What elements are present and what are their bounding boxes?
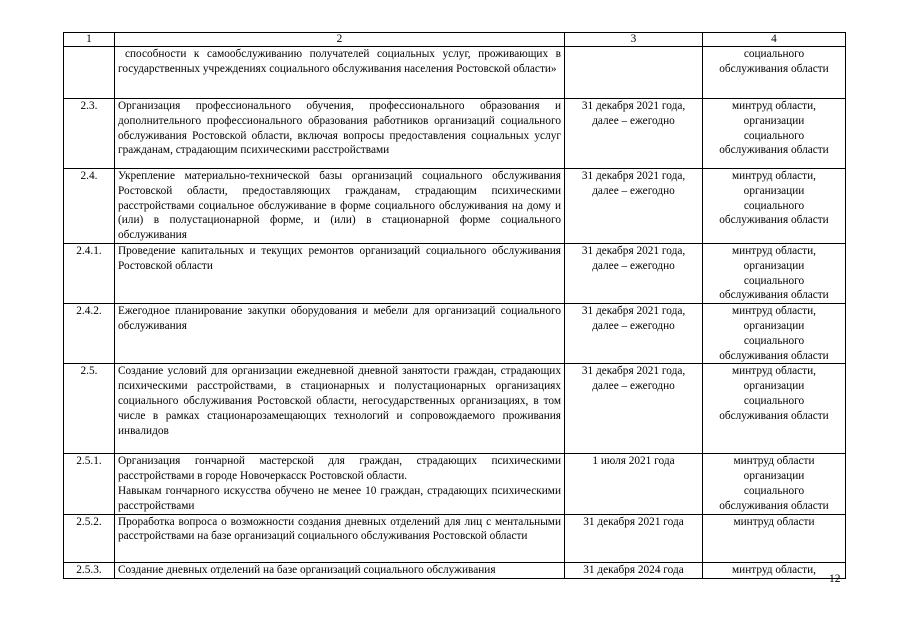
responsible-line: минтруд области, bbox=[732, 305, 816, 318]
deadline-line: далее – ежегодно bbox=[592, 259, 675, 272]
table-body bbox=[64, 47, 846, 579]
responsible-line: организации bbox=[743, 470, 805, 483]
row-number bbox=[64, 47, 115, 99]
deadline-line: далее – ежегодно bbox=[592, 184, 675, 197]
row-description bbox=[115, 454, 565, 514]
row-deadline bbox=[565, 243, 703, 303]
responsible-line: минтруд области, bbox=[732, 170, 816, 182]
deadline-line: 31 декабря 2021 года, bbox=[581, 305, 686, 318]
deadline-line: 31 декабря 2024 года bbox=[583, 563, 684, 576]
responsible-line: минтруд области, bbox=[732, 100, 816, 112]
row-responsible bbox=[703, 243, 846, 303]
deadline-line: 31 декабря 2021 года, bbox=[581, 170, 686, 182]
row-number: 2.5.1. bbox=[64, 454, 115, 514]
row-description bbox=[115, 47, 565, 99]
deadline-line: 31 декабря 2021 года, bbox=[581, 100, 686, 112]
responsible-line: организации bbox=[743, 380, 805, 393]
responsible-line: обслуживания области bbox=[719, 62, 829, 75]
row-responsible bbox=[703, 364, 846, 454]
row-number: 2.5.2. bbox=[64, 514, 115, 562]
responsible-line: минтруд области, bbox=[732, 563, 816, 576]
responsible-line: организации bbox=[743, 259, 805, 272]
deadline-line: 31 декабря 2021 года bbox=[583, 515, 684, 528]
responsible-line: социального bbox=[743, 484, 805, 497]
row-deadline bbox=[565, 169, 703, 244]
responsible-line: минтруд области bbox=[733, 455, 815, 468]
description-paragraph: Проработка вопроса о возможности создания дневных отделений для лиц с ментальными расстройствами на базе организаций социального обслуживания Ростовской области bbox=[118, 515, 561, 543]
description-paragraph: Навыкам гончарного искусства обучено не менее 10 граждан, страдающих психическими расстройствами bbox=[118, 484, 561, 512]
row-description bbox=[115, 99, 565, 169]
row-deadline bbox=[565, 454, 703, 514]
responsible-line: социального bbox=[743, 394, 805, 407]
header-col-3: 3 bbox=[565, 33, 703, 47]
description-paragraph: Укрепление материально-технической базы организаций социального обслуживания Ростовской области, предоставляющих гражданам, страдающим психическими расстройствами социальное обслуживание в форме социального обслуживания на дому и (или) в полустационарной форме, и (или) в стационарной форме социального обслуживания bbox=[118, 170, 561, 242]
row-deadline bbox=[565, 562, 703, 578]
row-number: 2.3. bbox=[64, 99, 115, 169]
row-deadline bbox=[565, 514, 703, 562]
responsible-line: минтруд области bbox=[733, 515, 815, 528]
header-col-1: 1 bbox=[64, 33, 115, 47]
header-col-2: 2 bbox=[115, 33, 565, 47]
table-row bbox=[64, 364, 846, 454]
responsible-line: организации bbox=[743, 114, 805, 127]
table-row bbox=[64, 99, 846, 169]
row-description bbox=[115, 169, 565, 244]
row-deadline bbox=[565, 304, 703, 364]
page-number: 12 bbox=[829, 573, 841, 585]
description-paragraph: Ежегодное планирование закупки оборудования и мебели для организаций социального обслуживания bbox=[118, 305, 561, 332]
row-deadline bbox=[565, 364, 703, 454]
responsible-line: организации bbox=[743, 319, 805, 332]
row-responsible bbox=[703, 454, 846, 514]
row-number: 2.4. bbox=[64, 169, 115, 244]
responsible-line: минтруд области, bbox=[732, 365, 816, 378]
table-row bbox=[64, 454, 846, 514]
row-responsible bbox=[703, 304, 846, 364]
row-number: 2.4.1. bbox=[64, 243, 115, 303]
deadline-line: 1 июля 2021 года bbox=[592, 455, 675, 468]
row-number: 2.5. bbox=[64, 364, 115, 454]
row-deadline bbox=[565, 47, 703, 99]
row-description bbox=[115, 514, 565, 562]
responsible-line: социального bbox=[743, 129, 805, 142]
row-description bbox=[115, 364, 565, 454]
responsible-line: организации bbox=[743, 184, 805, 197]
description-paragraph: Создание условий для организации ежедневной дневной занятости граждан, страдающих психическими расстройствами, в стационарных и полустационарных организациях социального обслуживания Ростовской области, негосударственных организациях, в том числе в рамках стационарозамещающих технологий и сопровождаемого проживания инвалидов bbox=[118, 365, 561, 437]
row-description bbox=[115, 304, 565, 364]
description-paragraph: Проведение капитальных и текущих ремонтов организаций социального обслуживания Ростовской области bbox=[118, 244, 561, 272]
table-row bbox=[64, 169, 846, 244]
table-row bbox=[64, 514, 846, 562]
row-responsible bbox=[703, 169, 846, 244]
activities-table bbox=[63, 32, 846, 579]
row-number: 2.4.2. bbox=[64, 304, 115, 364]
responsible-line: обслуживания области bbox=[719, 409, 829, 422]
row-responsible bbox=[703, 99, 846, 169]
responsible-line: обслуживания области bbox=[719, 499, 829, 512]
table-row bbox=[64, 304, 846, 364]
description-paragraph: способности к самообслуживанию получателей социальных услуг, проживающих в государственных учреждениях социального обслуживания населения Ростовской области» bbox=[118, 48, 561, 75]
description-paragraph: Организация гончарной мастерской для граждан, страдающих психическими расстройствами в городе Новочеркасск Ростовской области. bbox=[118, 455, 561, 483]
deadline-line: далее – ежегодно bbox=[592, 380, 675, 393]
table-header-row bbox=[64, 33, 846, 47]
header-col-4: 4 bbox=[703, 33, 846, 47]
row-responsible bbox=[703, 514, 846, 562]
row-description bbox=[115, 243, 565, 303]
deadline-line: 31 декабря 2021 года, bbox=[581, 365, 686, 378]
row-responsible bbox=[703, 47, 846, 99]
table-row bbox=[64, 562, 846, 578]
row-number: 2.5.3. bbox=[64, 562, 115, 578]
table-row bbox=[64, 243, 846, 303]
description-paragraph: Создание дневных отделений на базе организаций социального обслуживания bbox=[118, 563, 496, 576]
responsible-line: минтруд области, bbox=[732, 244, 816, 257]
responsible-line: социального bbox=[743, 199, 805, 212]
row-deadline bbox=[565, 99, 703, 169]
responsible-line: обслуживания области bbox=[719, 214, 829, 227]
deadline-line: 31 декабря 2021 года, bbox=[581, 244, 686, 257]
responsible-line: социального bbox=[743, 334, 805, 347]
deadline-line: далее – ежегодно bbox=[592, 319, 675, 332]
responsible-line: социального bbox=[743, 48, 805, 60]
responsible-line: обслуживания области bbox=[719, 144, 829, 157]
row-description bbox=[115, 562, 565, 578]
description-paragraph: Организация профессионального обучения, профессионального образования и дополнительного профессионального образования работников организаций социального обслуживания Ростовской области, включая вопросы предоставления социальных услуг гражданам, страдающим психическими расстройствами bbox=[118, 100, 561, 157]
responsible-line: социального bbox=[743, 274, 805, 287]
row-responsible bbox=[703, 562, 846, 578]
table-row bbox=[64, 47, 846, 99]
responsible-line: обслуживания области bbox=[719, 289, 829, 302]
responsible-line: обслуживания области bbox=[719, 349, 829, 362]
deadline-line: далее – ежегодно bbox=[592, 114, 675, 127]
